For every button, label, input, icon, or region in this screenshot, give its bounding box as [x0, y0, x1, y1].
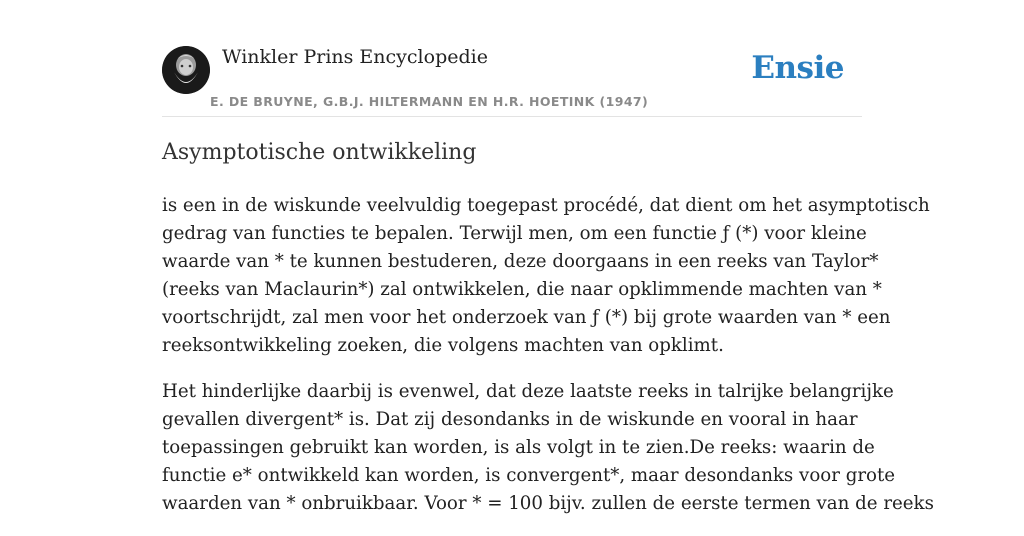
article-body: [162, 192, 934, 536]
text-line: toepassingen gebruikt kan worden, is als volgt in te zien.De reeks: waarin de: [162, 437, 875, 458]
text-line: gedrag van functies te bepalen. Terwijl men, om een functie ƒ (*) voor kleine: [162, 223, 867, 244]
text-line: waarden van * onbruikbaar. Voor * = 100 bijv. zullen de eerste termen van de reeks: [162, 493, 934, 514]
text-line: is een in de wiskunde veelvuldig toegepast procédé, dat dient om het asymptotisch: [162, 195, 930, 216]
site-title[interactable]: Winkler Prins Encyclopedie: [222, 46, 488, 68]
site-header: [162, 44, 862, 117]
author-portrait-avatar: [162, 46, 210, 94]
text-line: voortschrijdt, zal men voor het onderzoek van ƒ (*) bij grote waarden van * een: [162, 307, 891, 328]
text-line: reeksontwikkeling zoeken, die volgens machten van opklimt.: [162, 335, 724, 356]
article-paragraph: [162, 378, 934, 518]
article-paragraph: [162, 192, 930, 360]
text-line: gevallen divergent* is. Dat zij desondanks in de wiskunde en vooral in haar: [162, 409, 858, 430]
text-line: (reeks van Maclaurin*) zal ontwikkelen, die naar opklimmende machten van *: [162, 279, 882, 300]
text-line: functie e* ontwikkeld kan worden, is convergent*, maar desondanks voor grote: [162, 465, 896, 486]
portrait-icon: [162, 46, 210, 94]
authors-byline: E. DE BRUYNE, G.B.J. HILTERMANN EN H.R. HOETINK (1947): [210, 94, 649, 109]
text-line: waarde van * te kunnen bestuderen, deze doorgaans in een reeks van Taylor*: [162, 251, 879, 272]
text-line: Het hinderlijke daarbij is evenwel, dat deze laatste reeks in talrijke belangrijke: [162, 381, 894, 402]
ensie-logo-link[interactable]: Ensie: [751, 50, 844, 86]
article-title: Asymptotische ontwikkeling: [162, 140, 477, 165]
